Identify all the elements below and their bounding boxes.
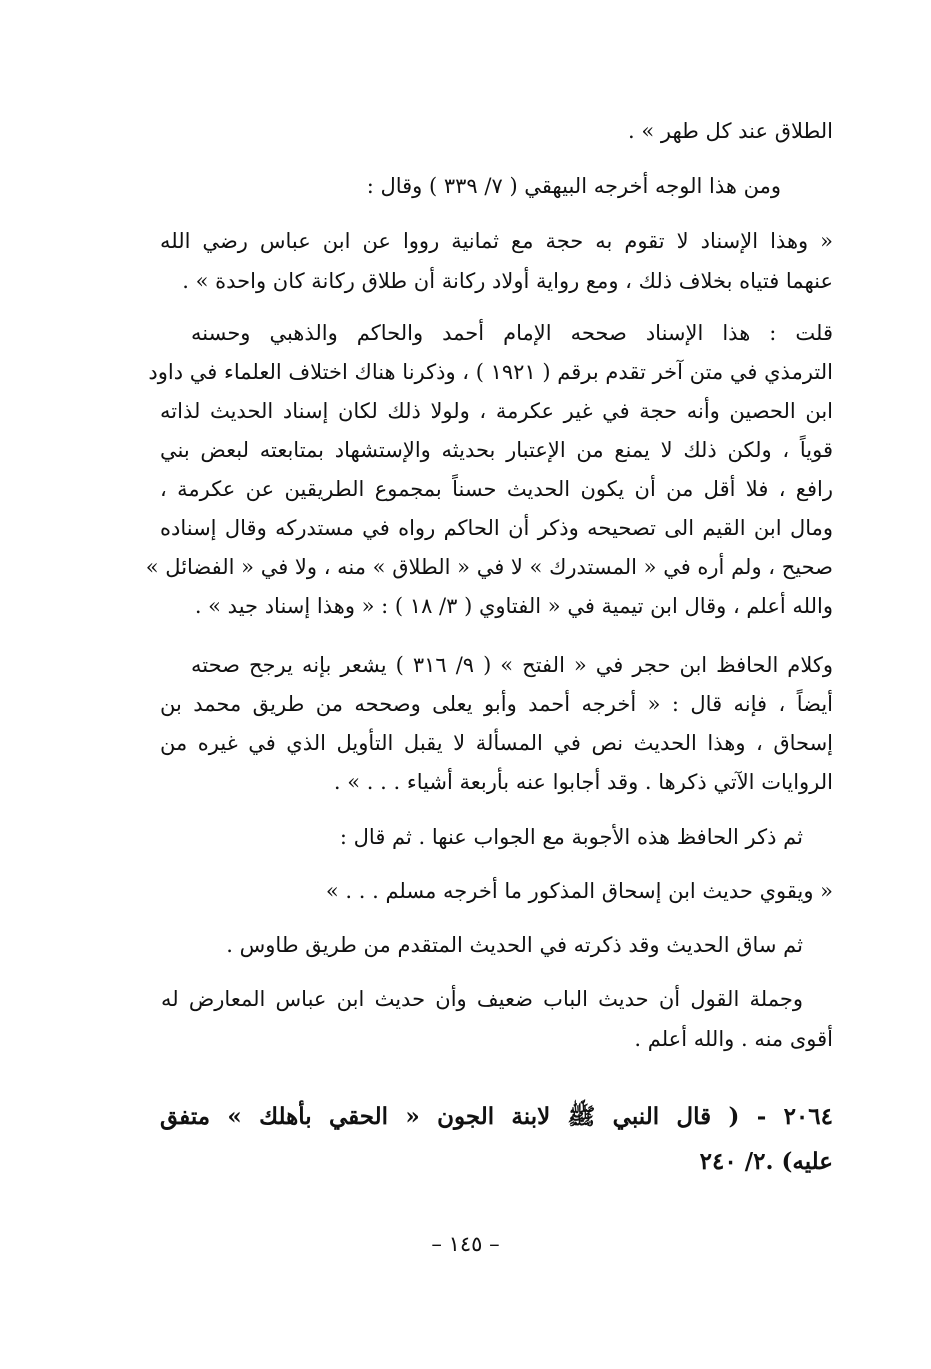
text-line: صحيح ، ولم أره في « المستدرك » لا في « الطلاق » منه ، ولا في « الفضائل » [145, 555, 833, 579]
page-number: – ١٤٥ – [431, 1232, 500, 1256]
quote-line: « ويقوي حديث ابن إسحاق المذكور ما أخرجه مسلم . . . » [325, 879, 833, 903]
text-line: ابن الحصين وأنه حجة في غير عكرمة ، ولولا ذلك لكان إسناد الحديث لذاته [160, 399, 833, 423]
text-line: الروايات الآتي ذكرها . وقد أجابوا عنه بأربعة أشياء . . . » . [333, 770, 833, 794]
text-line: والله أعلم ، وقال ابن تيمية في « الفتاوي ( ٣/ ١٨ ) : « وهذا إسناد جيد » . [194, 594, 833, 618]
text-line: قوياً ، ولكن ذلك لا يمنع من الإعتبار بحديثه والإستشهاد بمتابعته لبعض بني [160, 438, 833, 462]
text-line: ومال ابن القيم الى تصحيحه وذكر أن الحاكم رواه في مستدركه وقال إسناده [160, 516, 833, 540]
text-line: الترمذي في متن آخر تقدم برقم ( ١٩٢١ ) ، وذكرنا هناك اختلاف العلماء في داود [148, 360, 833, 384]
text-line: ومن هذا الوجه أخرجه البيهقي ( ٧/ ٣٣٩ ) وقال : [366, 174, 781, 198]
text-line: ثم ساق الحديث وقد ذكرته في الحديث المتقدم من طريق طاوس . [226, 933, 803, 957]
text-line: قلت : هذا الإسناد صححه الإمام أحمد والحاكم والذهبي وحسنه [191, 321, 833, 345]
hadith-heading: ٢٠٦٤ - ( قال النبي ﷺ لابنة الجون « الحقي بأهلك » متفق [160, 1103, 833, 1130]
text-line: إسحاق ، وهذا الحديث نص في المسألة لا يقبل التأويل الذي في غيره من [160, 731, 833, 755]
hadith-heading: عليه) .٢/ ٢٤٠ [699, 1148, 833, 1175]
text-line: وكلام الحافظ ابن حجر في « الفتح » ( ٩/ ٣١٦ ) يشعر بإنه يرجح صحته [191, 653, 833, 677]
text-line: الطلاق عند كل طهر » . [628, 119, 833, 143]
text-line: ثم ذكر الحافظ هذه الأجوبة مع الجواب عنها . ثم قال : [339, 825, 803, 849]
quote-line: عنهما فتياه بخلاف ذلك ، ومع رواية أولاد ركانة أن طلاق ركانة كان واحدة » . [182, 269, 833, 293]
text-line: وجملة القول أن حديث الباب ضعيف وأن حديث ابن عباس المعارض له [161, 987, 803, 1011]
text-line: رافع ، فلا أقل من أن يكون الحديث حسناً بمجموع الطريقين عن عكرمة ، [160, 477, 833, 501]
text-line: أقوى منه . والله أعلم . [634, 1027, 833, 1051]
quote-line: « وهذا الإسناد لا تقوم به حجة مع ثمانية رووا عن ابن عباس رضي الله [160, 229, 833, 253]
text-line: أيضاً ، فإنه قال : « أخرجه أحمد وأبو يعلى وصححه من طريق محمد بن [160, 692, 833, 716]
